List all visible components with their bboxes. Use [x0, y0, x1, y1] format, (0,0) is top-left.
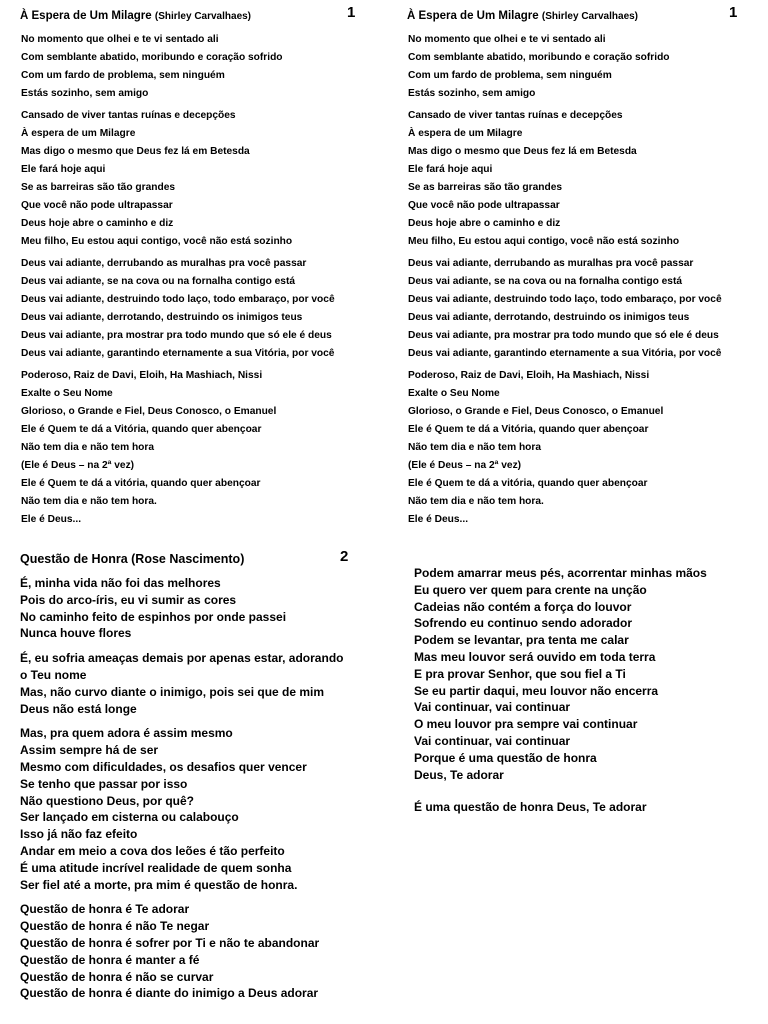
- lyric-line: Mas digo o mesmo que Deus fez lá em Betesda: [21, 146, 250, 157]
- lyric-line: Deus vai adiante, derrotando, destruindo os inimigos teus: [408, 312, 690, 323]
- lyric-line: Não tem dia e não tem hora: [21, 442, 155, 453]
- song1-stanza: [408, 31, 762, 103]
- lyric-line: Poderoso, Raiz de Davi, Eloih, Ha Mashiach, Nissi: [21, 370, 263, 381]
- lyric-line: Se as barreiras são tão grandes: [408, 182, 563, 193]
- lyric-line: Pois do arco-íris, eu vi sumir as cores: [20, 592, 237, 607]
- lyric-line: O meu louvor pra sempre vai continuar: [414, 717, 638, 732]
- lyric-line: Porque é uma questão de honra: [414, 750, 597, 765]
- song1-stanza: [408, 255, 762, 363]
- lyric-line: Questão de honra é não Te negar: [20, 919, 210, 934]
- song1-title-row: [20, 4, 370, 27]
- lyric-line: Assim sempre há de ser: [20, 743, 159, 758]
- lyric-line: Deus vai adiante, derrotando, destruindo os inimigos teus: [21, 312, 303, 323]
- song1-right: [407, 4, 762, 529]
- lyric-line: Deus, Te adorar: [414, 767, 504, 782]
- lyric-line: Meu filho, Eu estou aqui contigo, você não está sozinho: [408, 236, 680, 247]
- song1-stanza: [408, 367, 762, 529]
- lyric-line: Deus vai adiante, destruindo todo laço, todo embaraço, por você: [408, 294, 722, 305]
- song1-stanza: [21, 255, 370, 363]
- lyric-line: Meu filho, Eu estou aqui contigo, você não está sozinho: [21, 236, 293, 247]
- lyric-line: Cadeias não contém a força do louvor: [414, 599, 632, 614]
- song2-number: 2: [340, 548, 349, 565]
- lyric-line: Glorioso, o Grande e Fiel, Deus Conosco, o Emanuel: [408, 406, 664, 417]
- song2-stanza: [20, 725, 380, 893]
- lyric-line: Questão de honra é não se curvar: [20, 969, 214, 984]
- lyric-line: É uma atitude incrível realidade de quem sonha: [20, 860, 292, 875]
- lyric-line: Com um fardo de problema, sem ninguém: [408, 70, 612, 81]
- lyric-line: À espera de um Milagre: [408, 128, 523, 139]
- lyric-line: Deus vai adiante, garantindo eternamente a sua Vitória, por você: [408, 348, 722, 359]
- song1-number: 1: [729, 4, 738, 21]
- song1-lyrics: [20, 31, 370, 529]
- song2-title: Questão de Honra (Rose Nascimento): [20, 552, 245, 566]
- lyric-line: Deus vai adiante, garantindo eternamente a sua Vitória, por você: [21, 348, 335, 359]
- lyric-line: Ele fará hoje aqui: [408, 164, 493, 175]
- lyric-line: Estás sozinho, sem amigo: [21, 88, 149, 99]
- song1-artist: (Shirley Carvalhaes): [154, 11, 252, 22]
- lyric-line: Ele é Quem te dá a Vitória, quando quer abençoar: [408, 424, 649, 435]
- lyric-line: À espera de um Milagre: [21, 128, 136, 139]
- lyric-line: Deus vai adiante, se na cova ou na fornalha contigo está: [408, 276, 683, 287]
- lyric-line: É uma questão de honra Deus, Te adorar: [414, 800, 647, 815]
- song1-stanza: [21, 367, 370, 529]
- lyric-line: Podem se levantar, pra tenta me calar: [414, 633, 629, 648]
- lyric-line: Isso já não faz efeito: [20, 827, 138, 842]
- song2-stanza: [20, 575, 380, 642]
- lyric-line: Glorioso, o Grande e Fiel, Deus Conosco, o Emanuel: [21, 406, 277, 417]
- lyric-line: Questão de honra é Te adorar: [20, 902, 190, 917]
- lyric-line: Ser lançado em cisterna ou calabouço: [20, 810, 239, 825]
- lyric-line: Se tenho que passar por isso: [20, 776, 188, 791]
- lyric-line: Deus vai adiante, pra mostrar pra todo mundo que só ele é deus: [408, 330, 719, 341]
- lyric-line: Ele fará hoje aqui: [21, 164, 106, 175]
- song1-left: [20, 4, 370, 529]
- lyric-line: Mas digo o mesmo que Deus fez lá em Betesda: [408, 146, 637, 157]
- lyric-line: Poderoso, Raiz de Davi, Eloih, Ha Mashiach, Nissi: [408, 370, 650, 381]
- song1-title-row: [407, 4, 762, 27]
- song1-stanza: [408, 107, 762, 251]
- song1-lyrics: [407, 31, 762, 529]
- lyric-line: Mas, pra quem adora é assim mesmo: [20, 726, 233, 741]
- lyric-line: Deus vai adiante, se na cova ou na fornalha contigo está: [21, 276, 296, 287]
- lyric-line: Mas meu louvor será ouvido em toda terra: [414, 649, 656, 664]
- lyric-line: Deus não está longe: [20, 701, 137, 716]
- song1-number: 1: [347, 4, 356, 21]
- lyric-line: No momento que olhei e te vi sentado ali: [21, 34, 219, 45]
- lyric-line: Deus vai adiante, derrubando as muralhas pra você passar: [408, 258, 694, 269]
- lyric-line: Ser fiel até a morte, pra mim é questão de honra.: [20, 877, 298, 892]
- lyric-line: É, minha vida não foi das melhores: [20, 576, 221, 590]
- song2-stanza: [414, 799, 759, 816]
- song2-right: [414, 565, 759, 816]
- song2-left: [20, 549, 380, 1002]
- song2-stanza: [20, 901, 380, 1002]
- lyric-line: Que você não pode ultrapassar: [21, 200, 173, 211]
- lyric-line: Vai continuar, vai continuar: [414, 733, 571, 748]
- lyric-line: Se as barreiras são tão grandes: [21, 182, 176, 193]
- lyric-line: Deus vai adiante, pra mostrar pra todo mundo que só ele é deus: [21, 330, 332, 341]
- lyric-line: Questão de honra é manter a fé: [20, 952, 200, 967]
- lyric-line: Deus vai adiante, destruindo todo laço, todo embaraço, por você: [21, 294, 335, 305]
- lyric-line: Com semblante abatido, moribundo e coração sofrido: [21, 52, 283, 63]
- lyric-line: Questão de honra é sofrer por Ti e não te abandonar: [20, 935, 320, 950]
- lyric-line: Deus hoje abre o caminho e diz: [21, 218, 174, 229]
- song1-stanza: [21, 107, 370, 251]
- lyric-line: Não tem dia e não tem hora.: [21, 496, 157, 507]
- lyric-line: É, eu sofria ameaças demais por apenas estar, adorando: [20, 651, 344, 666]
- lyric-line: Ele é Quem te dá a Vitória, quando quer abençoar: [21, 424, 262, 435]
- song2-title-row: [20, 549, 380, 575]
- lyric-line: Eu quero ver quem para crente na unção: [414, 582, 647, 597]
- lyric-line: Questão de honra é diante do inimigo a Deus adorar: [20, 986, 319, 1001]
- lyric-line: Cansado de viver tantas ruínas e decepções: [21, 110, 236, 121]
- song1-artist: (Shirley Carvalhaes): [541, 11, 639, 22]
- lyric-line: Mesmo com dificuldades, os desafios quer vencer: [20, 759, 307, 774]
- song2-stanza: [414, 565, 759, 783]
- song2-stanza: [20, 650, 380, 717]
- song1-stanza: [21, 31, 370, 103]
- lyric-line: Cansado de viver tantas ruínas e decepções: [408, 110, 623, 121]
- lyric-line: Com semblante abatido, moribundo e coração sofrido: [408, 52, 670, 63]
- lyric-line: Não tem dia e não tem hora: [408, 442, 542, 453]
- lyric-line: o Teu nome: [20, 667, 87, 682]
- lyric-line: Deus hoje abre o caminho e diz: [408, 218, 561, 229]
- lyric-line: Com um fardo de problema, sem ninguém: [21, 70, 225, 81]
- song1-title: À Espera de Um Milagre: [407, 10, 539, 22]
- lyric-line: Ele é Quem te dá a vitória, quando quer abençoar: [21, 478, 261, 489]
- lyric-line: Se eu partir daqui, meu louvor não encerra: [414, 683, 659, 698]
- lyric-line: Exalte o Seu Nome: [408, 388, 500, 399]
- lyric-line: Ele é Quem te dá a vitória, quando quer abençoar: [408, 478, 648, 489]
- lyric-line: E pra provar Senhor, que sou fiel a Ti: [414, 666, 626, 681]
- lyric-line: Ele é Deus...: [408, 514, 469, 525]
- lyric-line: Exalte o Seu Nome: [21, 388, 113, 399]
- song1-title: À Espera de Um Milagre: [20, 10, 152, 22]
- lyric-line: Podem amarrar meus pés, acorrentar minhas mãos: [414, 566, 707, 580]
- lyric-line: Estás sozinho, sem amigo: [408, 88, 536, 99]
- lyric-line: No momento que olhei e te vi sentado ali: [408, 34, 606, 45]
- lyric-line: Nunca houve flores: [20, 626, 132, 641]
- lyric-line: Mas, não curvo diante o inimigo, pois sei que de mim: [20, 684, 325, 699]
- lyric-line: No caminho feito de espinhos por onde passei: [20, 609, 287, 624]
- lyric-line: (Ele é Deus – na 2ª vez): [408, 460, 522, 471]
- lyric-line: Não tem dia e não tem hora.: [408, 496, 544, 507]
- lyric-line: Ele é Deus...: [21, 514, 82, 525]
- lyric-line: Não questiono Deus, por quê?: [20, 793, 195, 808]
- lyric-line: Que você não pode ultrapassar: [408, 200, 560, 211]
- lyric-line: Vai continuar, vai continuar: [414, 700, 571, 715]
- lyric-line: Sofrendo eu continuo sendo adorador: [414, 616, 633, 631]
- lyric-line: (Ele é Deus – na 2ª vez): [21, 460, 135, 471]
- lyric-line: Andar em meio a cova dos leões é tão perfeito: [20, 843, 285, 858]
- lyric-line: Deus vai adiante, derrubando as muralhas pra você passar: [21, 258, 307, 269]
